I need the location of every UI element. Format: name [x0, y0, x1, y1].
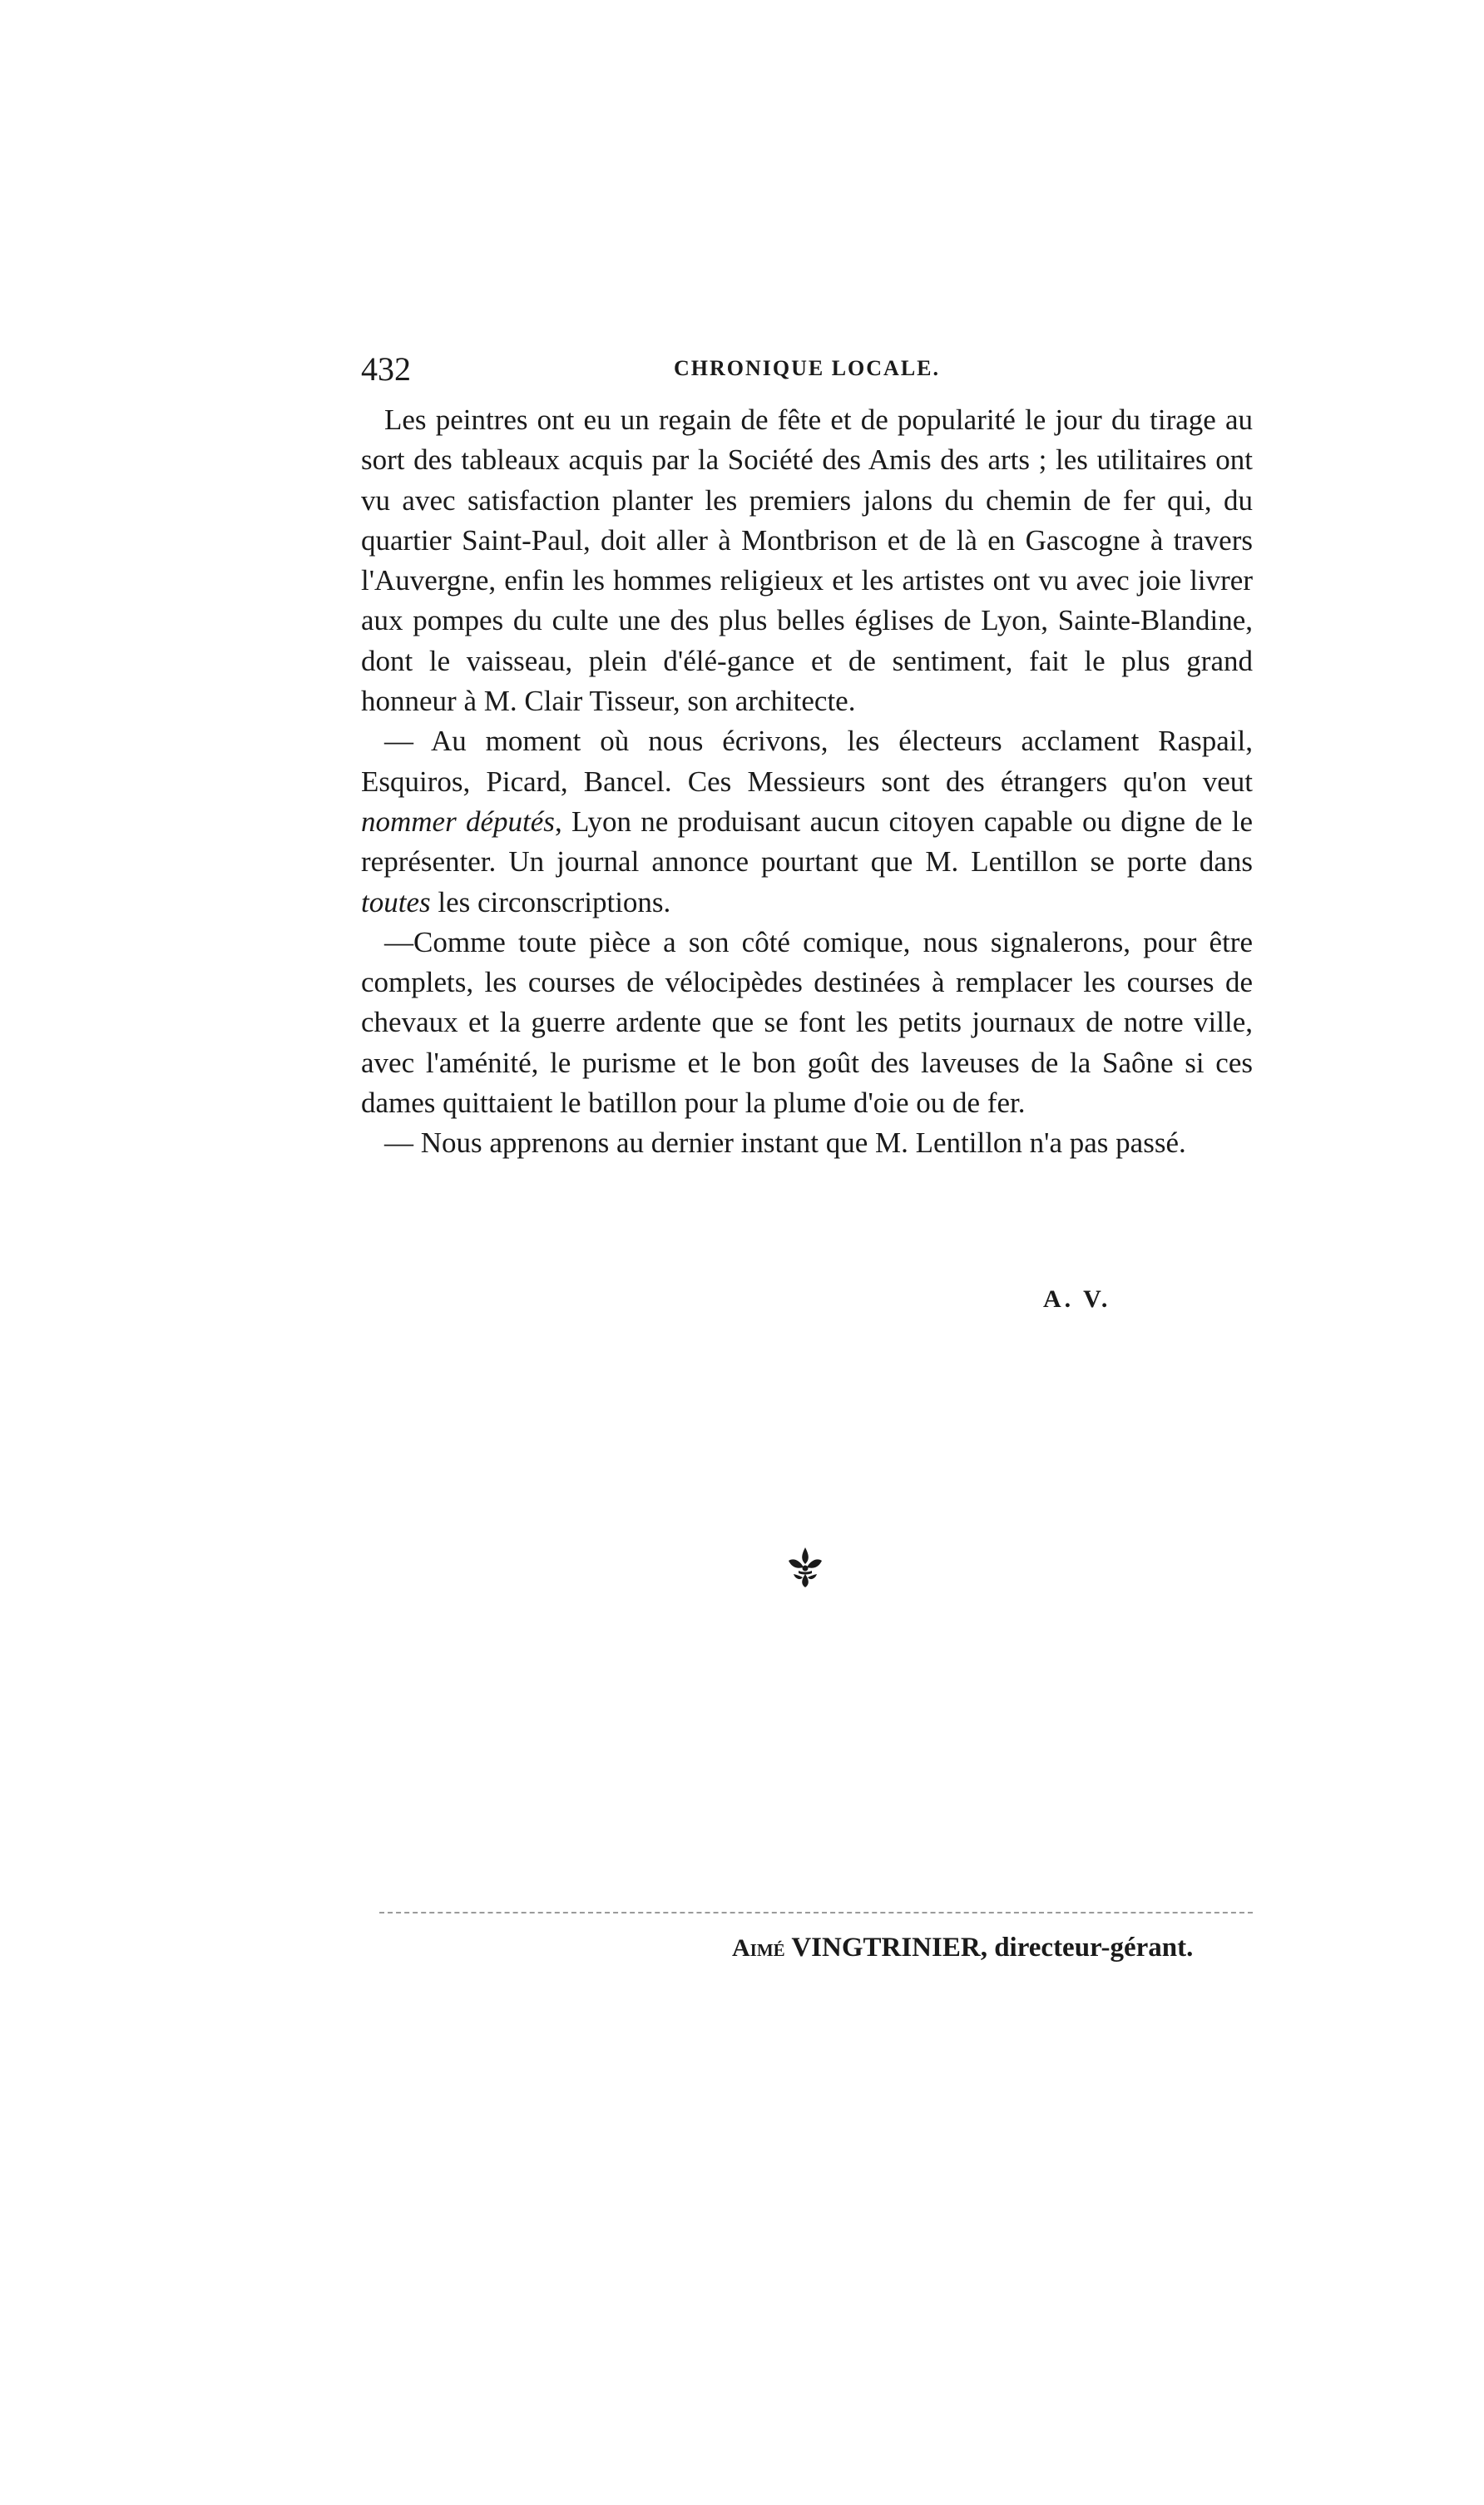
article-body [361, 400, 1253, 1164]
director-credit [732, 1933, 1231, 1963]
paragraph-1: Les peintres ont eu un regain de fête et de popularité le jour du tirage au sort des tableaux acquis par la Société des Amis des arts ; les utilitaires ont vu avec satisfaction planter les premiers jalons du chemin de fer qui, du quartier Saint-Paul, doit aller à Montbrison et de là en Gascogne à travers l'Auvergne, enfin les hommes religieux et les artistes ont vu avec joie livrer aux pompes du culte une des plus belles églises de Lyon, Sainte-Blandine, dont le vaisseau, plein d'élé-gance et de sentiment, fait le plus grand honneur à M. Clair Tisseur, son architecte. [361, 403, 1253, 718]
paragraph-2-italic: nommer députés [361, 804, 555, 838]
paragraph-2-italic-2: toutes [361, 885, 431, 918]
director-first-name: Aimé [732, 1934, 785, 1962]
running-head [361, 349, 1253, 391]
paragraph-3: —Comme toute pièce a son côté comique, nous signalerons, pour être complets, les courses de vélocipèdes destinées à remplacer les courses de chevaux et la guerre ardente que se font les petits journaux de notre ville, avec l'aménité, le purisme et le bon goût des laveuses de la Saône si ces dames quittaient le batillon pour la plume d'oie ou de fer. [361, 925, 1253, 1120]
paragraph-4: — Nous apprenons au dernier instant que M. Lentillon n'a pas passé. [384, 1126, 1186, 1160]
footer-rule [379, 1912, 1253, 1913]
paragraph-2-text-b: , Lyon ne produisant aucun citoyen capable ou digne de le représenter. Un journal annonce pourtant que M. Lentillon se porte dans [361, 804, 1253, 879]
paragraph-2 [361, 721, 1253, 922]
author-initials: A. V. [1043, 1285, 1111, 1313]
paragraph-2-text-a: — Au moment où nous écrivons, les électeurs acclament Raspail, Esquiros, Picard, Bancel. Ces Messieurs sont des étrangers qu'on veut [361, 725, 1253, 798]
director-name-rest: VINGTRINIER, directeur-gérant. [784, 1933, 1194, 1963]
fleuron-icon [782, 1544, 829, 1591]
page-number: 432 [361, 350, 411, 388]
section-title: CHRONIQUE LOCALE. [673, 356, 941, 380]
paragraph-2-text-c: les circonscriptions. [430, 885, 671, 918]
